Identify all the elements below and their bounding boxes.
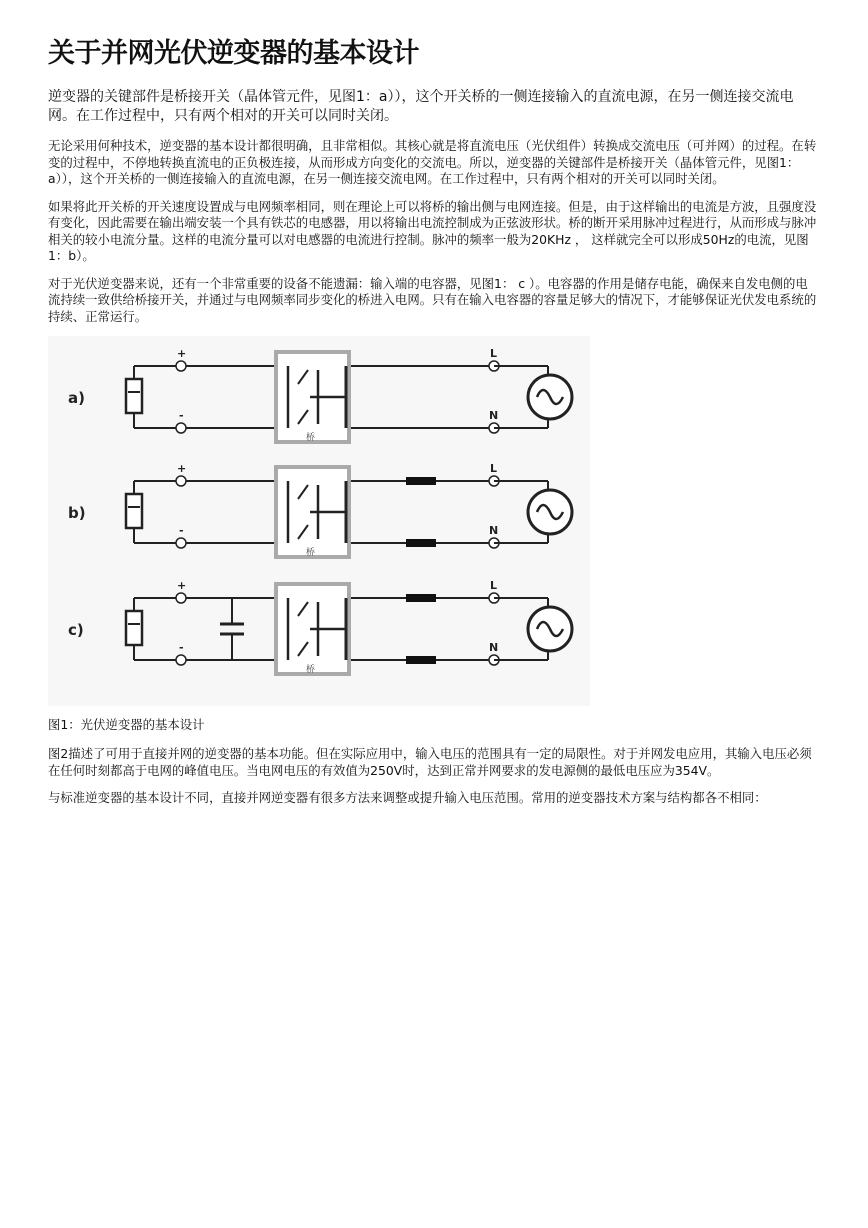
dc-terminal (176, 538, 186, 548)
lead-paragraph: 逆变器的关键部件是桥接开关（晶体管元件，见图1：a）），这个开关桥的一侧连接输入的直流电源，在另一侧连接交流电网。在工作过程中，只有两个相对的开关可以同时关闭。 (48, 89, 794, 124)
line-label: L (490, 579, 498, 592)
dc-terminal (176, 423, 186, 433)
plus-sign: + (177, 347, 187, 360)
paragraph: 图2描述了可用于直接并网的逆变器的基本功能。但在实际应用中，输入电压的范围具有一定的局限性。对于并网发电应用，其输入电压必须在任何时刻都高于电网的峰值电压。当电网电压的有效值为250V时，达到正常并网要求的发电源侧的最低电压应为354V。 (48, 746, 812, 778)
paragraph: 如果将此开关桥的开关速度设置成与电网频率相同，则在理论上可以将桥的输出侧与电网连接。但是，由于这样输出的电流是方波，且强度没有变化，因此需要在输出端安装一个具有铁芯的电感器，用以将输出电流控制成为正弦波形状。桥的断开采用脉冲过程进行，从而形成与脉冲相关的较小电流分量。这样的电流分量可以对电感器的电流进行控制。脉冲的频率一般为20KHz ， 这样就完全可以形成50Hz的电流，见图1：b）。 (48, 198, 817, 263)
paragraph: 对于光伏逆变器来说，还有一个非常重要的设备不能遗漏：输入端的电容器，见图1： c ）。电容器的作用是储存电能，确保来自发电侧的电流持续一致供给桥接开关，并通过与电网频率同步变化的桥进入电网。只有在输入电容器的容量足够大的情况下，才能够保证光伏发电系统的持续、正常运行。 (48, 275, 817, 324)
line-label: L (490, 347, 498, 360)
inductor-icon (406, 594, 436, 602)
paragraph: 无论采用何种技术，逆变器的基本设计都很明确，且非常相似。其核心就是将直流电压（光伏组件）转换成交流电压（可并网）的过程。在转变的过程中，不停地转换直流电的正负极连接，从而形成方向变化的交流电。所以，逆变器的关键部件是桥接开关（晶体管元件，见图1：a）），这个开关桥的一侧连接输入的直流电源，在另一侧连接交流电网。在工作过程中，只有两个相对的开关可以同时关闭。 (48, 138, 817, 186)
neutral-label: N (489, 641, 499, 654)
inductor-icon (406, 656, 436, 664)
document-page (48, 34, 820, 818)
plus-sign: + (177, 579, 187, 592)
bridge-label: 桥 (306, 665, 316, 675)
inductor-icon (406, 539, 436, 547)
row-label: a) (68, 389, 85, 407)
line-label: L (490, 462, 498, 475)
minus-sign: - (179, 409, 184, 422)
dc-terminal (176, 655, 186, 665)
bridge-label: 桥 (306, 433, 316, 443)
dc-terminal (176, 361, 186, 371)
pv-module-icon (126, 494, 142, 528)
inductor-icon (406, 477, 436, 485)
minus-sign: - (179, 524, 184, 537)
figure-caption: 图1：光伏逆变器的基本设计 (48, 717, 205, 732)
dc-terminal (176, 476, 186, 486)
bridge-label: 桥 (306, 548, 316, 558)
neutral-label: N (489, 409, 499, 422)
plus-sign: + (177, 462, 187, 475)
dc-terminal (176, 593, 186, 603)
pv-module-icon (126, 379, 142, 413)
row-label: b) (68, 504, 86, 522)
neutral-label: N (489, 524, 499, 537)
paragraph: 与标准逆变器的基本设计不同，直接并网逆变器有很多方法来调整或提升输入电压范围。常用的逆变器技术方案与结构都各不相同： (48, 790, 767, 805)
page-title: 关于并网光伏逆变器的基本设计 (48, 38, 419, 69)
inverter-circuit-figure (48, 336, 590, 706)
minus-sign: - (179, 641, 184, 654)
row-label: c) (68, 621, 84, 639)
pv-module-icon (126, 611, 142, 645)
circuit-diagram (48, 336, 590, 706)
